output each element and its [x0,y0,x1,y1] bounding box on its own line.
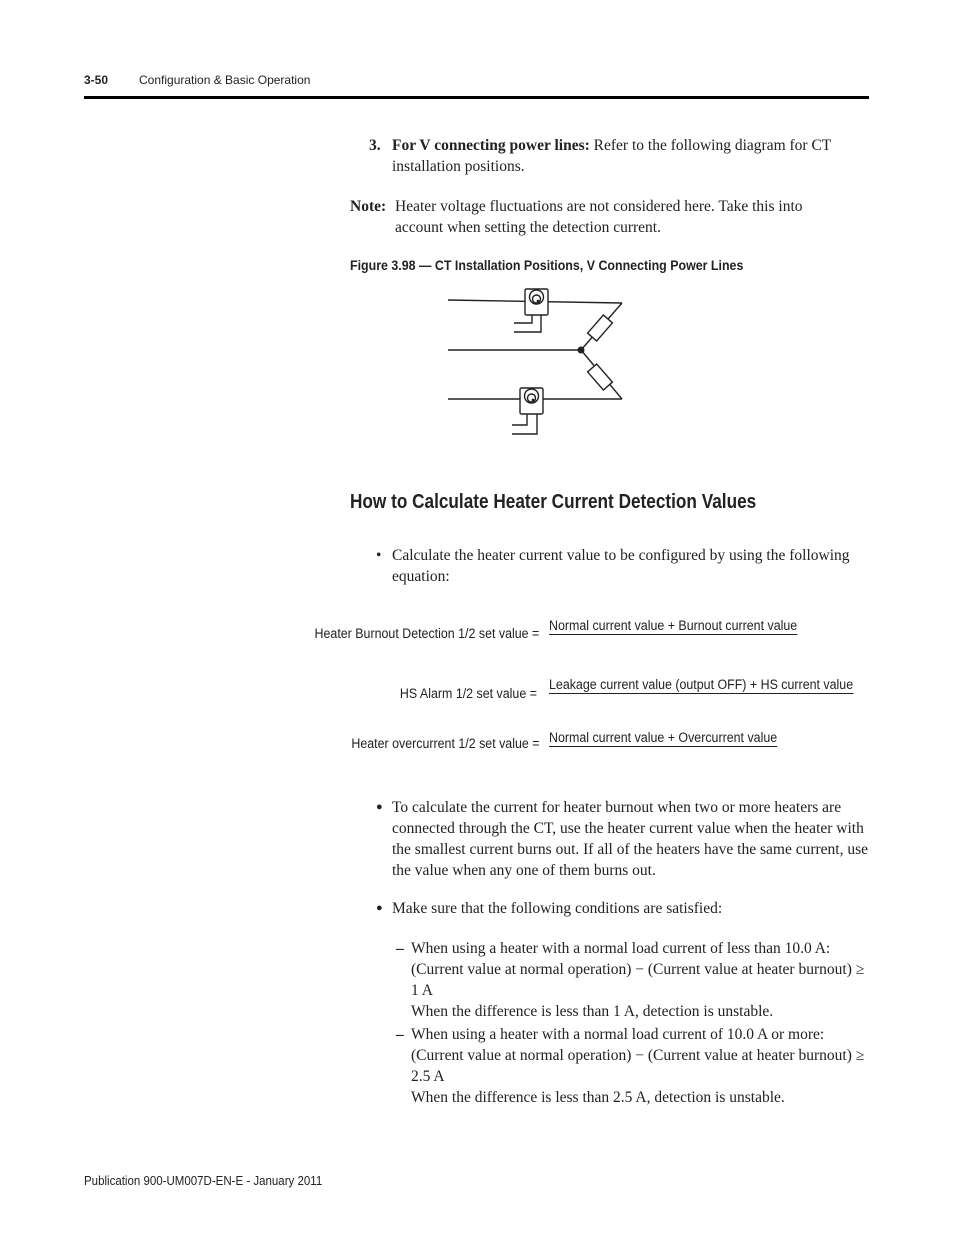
note [350,196,850,238]
step-3 [369,135,869,177]
section-heading: How to Calculate Heater Current Detection Values [350,491,757,513]
junction-node [578,347,585,354]
condition-warning: When the difference is less than 1 A, detection is unstable. [411,1003,774,1020]
dash-marker: – [396,940,404,957]
header-rule [84,96,869,99]
step-body [392,135,869,177]
ct-sensor-bottom [512,388,543,434]
equation-numerator: Leakage current value (output OFF) + HS current value [549,677,854,692]
condition-heading: When using a heater with a normal load current of less than 10.0 A: [411,940,831,957]
equation-numerator: Normal current value + Overcurrent value [549,730,778,745]
bullet-text: Calculate the heater current value to be configured by using the following equation: [392,547,850,585]
note-text: Heater voltage fluctuations are not considered here. Take this into account when setting the detection current. [395,198,803,236]
page-number: 3-50 [84,73,109,87]
publication-footer: Publication 900-UM007D-EN-E - January 2011 [84,1174,323,1188]
heater-resistor-top [588,315,613,341]
bullet-text: To calculate the current for heater burnout when two or more heaters are connected through the CT, use the heater current value when the heater with the smallest current burns out. If all of the heaters have the same current, use the value when any one of them burns out. [392,799,869,879]
condition-item [396,938,869,1022]
figure-caption: Figure 3.98 — CT Installation Positions, V Connecting Power Lines [350,258,744,273]
equation-numerator: Normal current value + Burnout current value [549,618,798,633]
condition-formula: (Current value at normal operation) − (Current value at heater burnout) ≥ 1 A [411,961,865,999]
bullet-text: Make sure that the following conditions are satisfied: [392,900,723,917]
dash-marker: – [396,1026,404,1043]
heater-resistor-bottom [588,364,613,390]
bullet-marker: • [376,547,382,564]
note-label: Note: [350,198,387,215]
equation-label: Heater Burnout Detection 1/2 set value = [314,626,539,641]
bullet-item [376,545,869,587]
step-bold: For V connecting power lines: [392,137,590,154]
bullet-item [376,797,869,881]
step-text: Refer to the following diagram for CT installation positions. [392,137,831,175]
ct-wiring-diagram [440,278,640,438]
section-title: Configuration & Basic Operation [139,73,311,87]
condition-formula: (Current value at normal operation) − (Current value at heater burnout) ≥ 2.5 A [411,1047,865,1085]
equation-label: HS Alarm 1/2 set value = [399,686,537,701]
ct-sensor-top [514,289,548,332]
condition-warning: When the difference is less than 2.5 A, detection is unstable. [411,1089,785,1106]
equation-label: Heater overcurrent 1/2 set value = [350,736,539,751]
condition-item [396,1024,869,1108]
bullet-marker: ● [376,801,383,813]
condition-heading: When using a heater with a normal load current of 10.0 A or more: [411,1026,825,1043]
step-number: 3. [369,137,381,154]
bullet-item [376,898,869,919]
bullet-marker: ● [376,902,383,914]
